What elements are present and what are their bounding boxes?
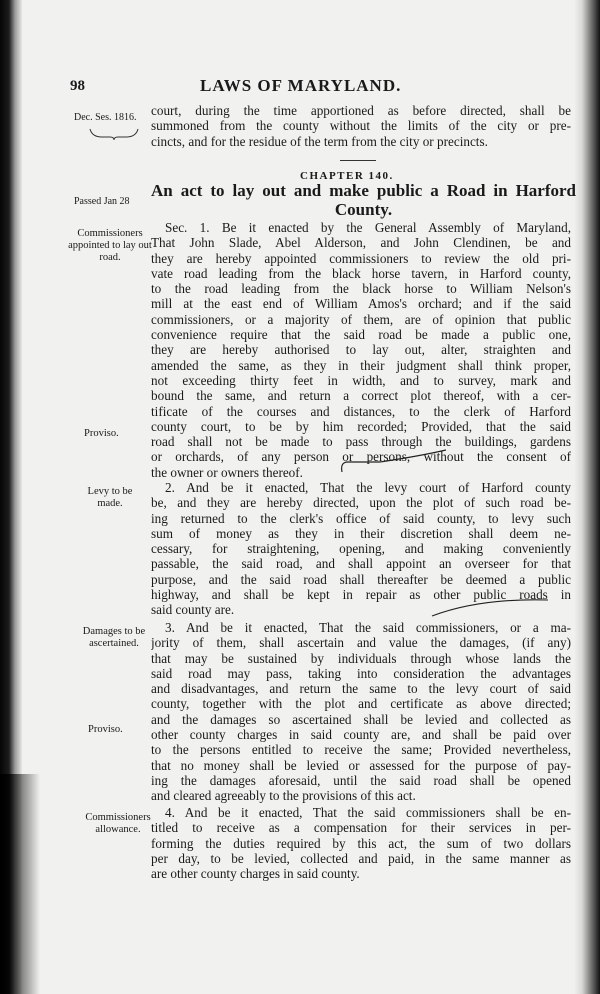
text-line: ing returned to the clerk's office of said county, to levy such xyxy=(151,510,571,526)
text-line: to the persons entitled to receive the same; Provided nevertheless, xyxy=(151,742,571,758)
text-line: cessary, for straightening, opening, and making conveniently xyxy=(151,541,571,557)
text-line: 3. And be it enacted, That the said commissioners, or a ma- xyxy=(165,620,571,635)
preceding-text xyxy=(151,103,571,149)
page-number: 98 xyxy=(70,78,85,94)
text-line: per day, to be levied, collected and paid, in the same manner as xyxy=(151,850,571,866)
margin-note-session: Dec. Ses. 1816. xyxy=(74,112,137,123)
pen-underline-mark xyxy=(340,446,450,476)
text-line: said county are. xyxy=(151,602,235,618)
section-1 xyxy=(151,220,571,480)
section-4 xyxy=(151,805,571,881)
text-line: highway, and shall be kept in repair as other public roads in xyxy=(151,587,571,603)
text-line: or orchards, of any person or persons, without the consent of xyxy=(151,449,571,465)
text-line: tificate of the courses and distances, to the clerk of Harford xyxy=(151,403,571,419)
text-line: passable, the said road, and shall appoint an overseer for that xyxy=(151,556,571,572)
running-head: LAWS OF MARYLAND. xyxy=(200,76,402,95)
text-line: mill at the east end of William Amos's orchard; and if the said xyxy=(151,296,571,312)
margin-note-commissioners-appointed: Commissioners appointed to lay out road. xyxy=(68,228,152,263)
text-line: be, and they are hereby directed, upon the plot of such road be- xyxy=(151,495,571,511)
text-line: they are hereby appointed commissioners to review the old pri- xyxy=(151,250,571,266)
text-line: and cleared agreeably to the provisions of this act. xyxy=(151,788,416,804)
text-line: ing the damages aforesaid, until the said road shall be opened xyxy=(151,772,571,788)
page-header xyxy=(70,76,578,100)
act-title xyxy=(151,181,576,219)
margin-note-levy: Levy to be made. xyxy=(87,486,133,509)
text-line: the owner or owners thereof. xyxy=(151,464,303,480)
text-line: jority of them, shall ascertain and value the damages, (if any) xyxy=(151,635,571,651)
chapter-rule xyxy=(340,160,376,161)
text-line: 2. And be it enacted, That the levy court of Harford county xyxy=(165,480,571,495)
pen-curve-mark xyxy=(430,596,550,620)
chapter-heading: CHAPTER 140. xyxy=(300,170,394,182)
text-line: are other county charges in said county. xyxy=(151,866,360,882)
text-line: and disadvantages, and return the same to the levy court of said xyxy=(151,681,571,697)
text-line: that no money shall be levied or assessed for the purpose of pay- xyxy=(151,757,571,773)
margin-note-damages: Damages to be ascertained. xyxy=(82,626,146,649)
text-line: bound the same, and return a correct plot thereof, with a cer- xyxy=(151,388,571,404)
text-line: that may be sustained by individuals through whose lands the xyxy=(151,650,571,666)
text-line: vate road leading from the black horse tavern, in Harford county, xyxy=(151,265,571,281)
text-line: other county charges in said county are, and shall be paid over xyxy=(151,727,571,743)
text-line: convenience require that the said road be made a public one, xyxy=(151,327,571,343)
margin-brace-mark xyxy=(88,127,140,141)
text-line: court, during the time apportioned as before directed, shall be xyxy=(151,103,571,118)
text-line: county court, to be by him recorded; Provided, that the said xyxy=(151,418,571,434)
text-line: county, together with the plot and certificate as above directed; xyxy=(151,696,571,712)
margin-note-passed: Passed Jan 28 xyxy=(74,196,130,207)
act-title-line-2: County. xyxy=(334,200,393,219)
text-line: cincts, and for the residue of the term from the city or precincts. xyxy=(151,133,488,149)
text-line: not exceeding thirty feet in width, and to survey, mark and xyxy=(151,372,571,388)
text-line: they are hereby authorised to lay out, alter, straighten and xyxy=(151,342,571,358)
text-line: to the road leading from the black horse to William Nelson's xyxy=(151,281,571,297)
text-line: road shall not be made to pass through the buildings, gardens xyxy=(151,434,571,450)
text-line: titled to receive as a compensation for their services in per- xyxy=(151,820,571,836)
text-line: and the damages so ascertained shall be levied and collected as xyxy=(151,711,571,727)
text-line: commissioners, or a majority of them, are of opinion that public xyxy=(151,311,571,327)
text-line: summoned from the county without the limits of the city or pre- xyxy=(151,118,571,134)
scan-shadow xyxy=(0,774,40,994)
margin-note-allowance: Commissioners allowance. xyxy=(85,812,151,835)
text-line: That John Slade, Abel Alderson, and John Clendinen, be and xyxy=(151,235,571,251)
act-title-line-1: An act to lay out and make public a Road in Harford xyxy=(151,181,576,200)
text-line: said road may pass, taking into consideration the advantages xyxy=(151,665,571,681)
margin-note-proviso-1: Proviso. xyxy=(84,428,119,439)
text-line: purpose, and the said road shall thereafter be deemed a public xyxy=(151,571,571,587)
section-3 xyxy=(151,620,571,804)
page-edge-shadow xyxy=(574,0,600,994)
text-line: forming the duties required by this act, the sum of two dollars xyxy=(151,835,571,851)
text-line: sum of money as they in their discretion shall deem ne- xyxy=(151,525,571,541)
text-line: Sec. 1. Be it enacted by the General Assembly of Maryland, xyxy=(165,220,571,235)
text-line: 4. And be it enacted, That the said commissioners shall be en- xyxy=(165,805,571,820)
margin-note-proviso-2: Proviso. xyxy=(88,724,123,735)
text-line: amended the same, as they in their judgment shall think proper, xyxy=(151,357,571,373)
